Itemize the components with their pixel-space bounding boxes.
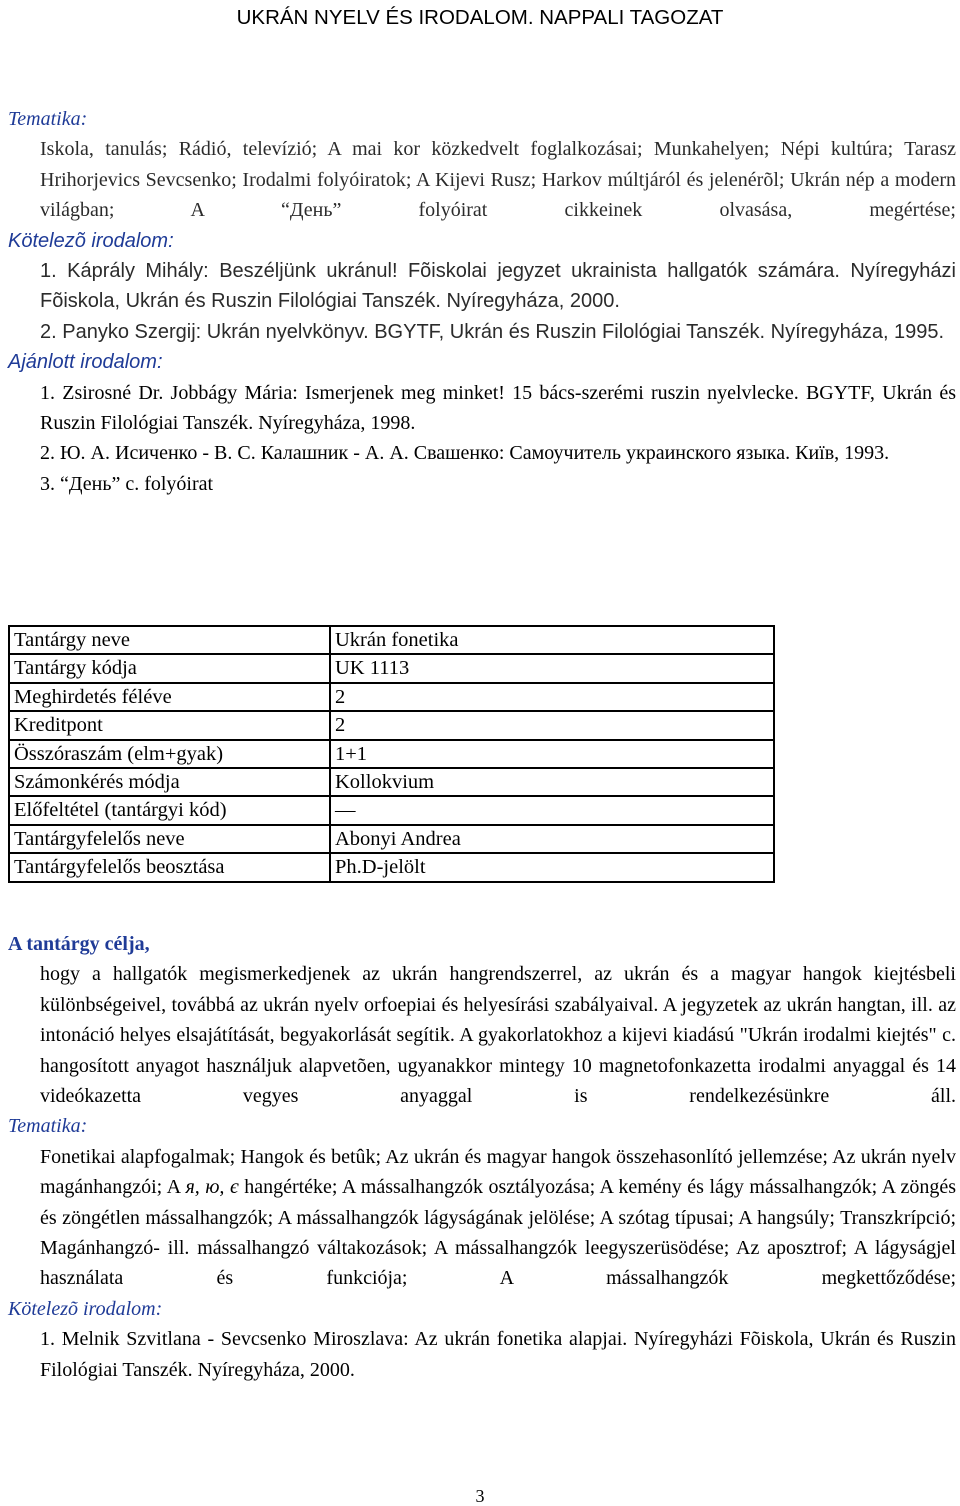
page-header: UKRÁN NYELV ÉS IRODALOM. NAPPALI TAGOZAT xyxy=(236,6,724,29)
kotelezo-item-2-1: 1. Melnik Szvitlana - Sevcsenko Miroszlava: Az ukrán fonetika alapjai. Nyíregyházi Fõiskola, Ukrán és Ruszin Filológiai Tanszék. Nyíregyháza, 2000. xyxy=(40,1328,956,1381)
table-row xyxy=(9,768,774,796)
celja-heading: A tantárgy célja, xyxy=(8,933,150,955)
table-value: 1+1 xyxy=(330,740,774,768)
celja-text: hogy a hallgatók megismerkedjenek az ukrán hangrendszerrel, az ukrán és a magyar hangok kiejtésbeli különbségeivel, továbbá az ukrán nyelv orfoepiai és helyesírási szabályaival. A jegyzetek az ukrán hangtan, ill. az intonáció helyes elsajátítását, begyakorlását segítik. A gyakorlatokhoz a kijevi kiadású "Ukrán irodalmi kiejtés" c. hangosított anyagot használjuk alapvetõen, ugyanakkor mintegy 10 magnetofonkazetta irodalmi anyaggal és 14 videókazetta vegyes anyaggal is rendelkezésünkre áll. xyxy=(40,963,956,1108)
page-number: 3 xyxy=(475,1486,485,1506)
table-value: — xyxy=(330,796,774,824)
table-label: Tantárgyfelelős neve xyxy=(9,825,330,853)
table-label: Tantárgyfelelős beosztása xyxy=(9,853,330,881)
ajanlott-item-1: 1. Zsirosné Dr. Jobbágy Mária: Ismerjenek meg minket! 15 bács-szerémi ruszin nyelvlecke. BGYTF, Ukrán és Ruszin Filológiai Tanszék. Nyíregyháza, 1998. xyxy=(40,381,956,435)
ajanlott-item-3: 3. “День” с. folyóirat xyxy=(40,472,214,495)
table-row xyxy=(9,654,774,682)
kotelezo-item-2: 2. Panyko Szergij: Ukrán nyelvkönyv. BGYTF, Ukrán és Ruszin Filológiai Tanszék. Nyíregyháza, 1995. xyxy=(40,320,945,343)
tematika-text-2 xyxy=(8,1142,956,1294)
table-value: Ph.D-jelölt xyxy=(330,853,774,881)
table-value: Abonyi Andrea xyxy=(330,825,774,853)
tematika-text-italic: я, ю, є xyxy=(185,1176,239,1199)
table-value: UK 1113 xyxy=(330,654,774,682)
table-row xyxy=(9,711,774,739)
kotelezo-heading-2: Kötelezõ irodalom: xyxy=(8,1297,163,1320)
tematika-heading-2: Tematika: xyxy=(8,1115,88,1138)
kotelezo-heading: Kötelezõ irodalom: xyxy=(8,229,174,252)
table-value: 2 xyxy=(330,711,774,739)
table-label: Kreditpont xyxy=(9,711,330,739)
ajanlott-item-2: 2. Ю. А. Исиченко - В. С. Калашник - А. А. Свашенко: Самоучитель украинского языка. Київ, 1993. xyxy=(40,442,890,465)
table-row xyxy=(9,825,774,853)
table-value: Ukrán fonetika xyxy=(330,626,774,654)
table-label: Számonkérés módja xyxy=(9,768,330,796)
table-row xyxy=(9,853,774,881)
tematika-text-part-2: hangértéke; A mássalhangzók osztályozása; A kemény és lágy mássalhangzók; A zöngés és zöngétlen mássalhangzók; A mássalhangzók lágyságának jelölése; A szótag típusai; A hangsúly; Transzkrípció; Magánhangzó- ill. mássalhangzó váltakozások; A mássalhangzók leegyszerüsödése; Az aposztrof; A lágyságjel használata és funkciója; A mássalhangzók megkettőződése; xyxy=(40,1176,956,1290)
table-value: Kollokvium xyxy=(330,768,774,796)
table-row xyxy=(9,796,774,824)
tematika-text-part-1: Fonetikai alapfogalmak; Hangok és betûk; Az ukrán és magyar hangok összehasonlító jellemzése; Az ukrán nyelv magánhangzói; A xyxy=(40,1145,956,1199)
table-label: Előfeltétel (tantárgyi kód) xyxy=(9,796,330,824)
table-row xyxy=(9,683,774,711)
course-info-table xyxy=(8,625,775,883)
tematika-heading: Tematika: xyxy=(8,108,88,130)
table-row xyxy=(9,740,774,768)
table-value: 2 xyxy=(330,683,774,711)
table-row xyxy=(9,626,774,654)
kotelezo-item-1: 1. Káprály Mihály: Beszéljünk ukránul! Fõiskolai jegyzet ukrainista hallgatók számára. Nyíregyházi Fõiskola, Ukrán és Ruszin Filológiai Tanszék. Nyíregyháza, 2000. xyxy=(40,260,956,313)
table-label: Tantárgy kódja xyxy=(9,654,330,682)
tematika-text: Iskola, tanulás; Rádió, televízió; A mai kor közkedvelt foglalkozásai; Munkahelyen; Népi kultúra; Tarasz Hrihorjevics Sevcsenko; Irodalmi folyóiratok; A Kijevi Rusz; Harkov múltjáról és jelenérõl; Ukrán nép a modern világban; A “День” folyóirat cikkeinek olvasása, megértése; xyxy=(40,138,956,222)
table-label: Összóraszám (elm+gyak) xyxy=(9,740,330,768)
section-first-course xyxy=(8,104,956,499)
ajanlott-heading: Ajánlott irodalom: xyxy=(8,351,163,374)
section-second-course xyxy=(8,929,956,1385)
table-label: Meghirdetés féléve xyxy=(9,683,330,711)
table-label: Tantárgy neve xyxy=(9,626,330,654)
